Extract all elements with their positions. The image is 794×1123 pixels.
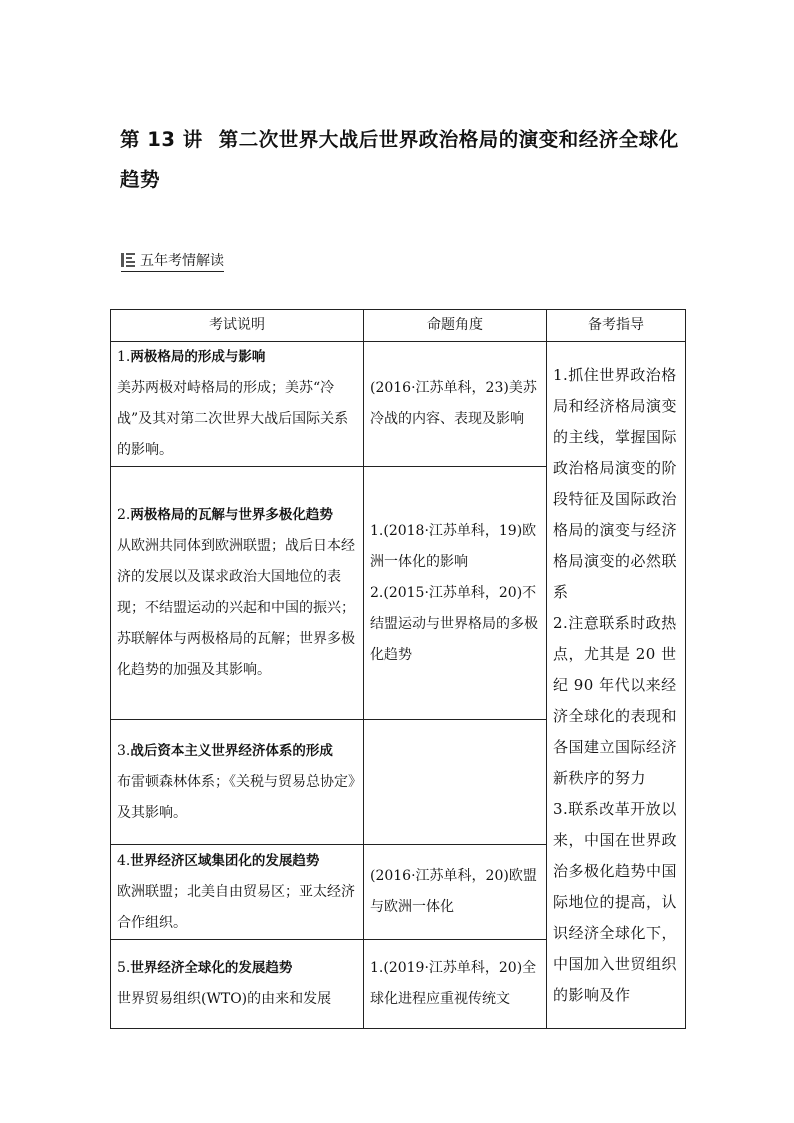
exam-item-4 — [111, 845, 364, 940]
question-angle-4: (2016·江苏单科，20)欧盟与欧洲一体化 — [364, 845, 547, 940]
page-title — [120, 120, 690, 200]
item-title: 两极格局的瓦解与世界多极化趋势 — [130, 507, 333, 523]
item-description: 从欧洲共同体到欧洲联盟；战后日本经济的发展以及谋求政治大国地位的表现；不结盟运动的兴起和中国的振兴；苏联解体与两极格局的瓦解；世界多极化趋势的加强及其影响。 — [117, 538, 355, 678]
exam-item-1 — [111, 342, 364, 467]
table-row — [111, 342, 686, 467]
question-angle-2: 1.(2018·江苏单科，19)欧洲一体化的影响 2.(2015·江苏单科，20)不结盟运动与世界格局的多极化趋势 — [364, 467, 547, 720]
question-angle-5: 1.(2019·江苏单科，20)全球化进程应重视传统文 — [364, 940, 547, 1029]
header-prep-guidance: 备考指导 — [547, 310, 686, 342]
header-question-angle: 命题角度 — [364, 310, 547, 342]
section-heading — [121, 250, 224, 272]
item-title: 两极格局的形成与影响 — [130, 349, 266, 365]
list-icon — [121, 253, 135, 267]
item-number: 3. — [117, 742, 131, 759]
item-description: 布雷顿森林体系；《关税与贸易总协定》及其影响。 — [117, 773, 355, 821]
section-label: 五年考情解读 — [140, 252, 224, 269]
item-number: 5. — [117, 960, 131, 976]
header-exam-description: 考试说明 — [111, 310, 364, 342]
prep-guidance: 1.抓住世界政治格局和经济格局演变的主线，掌握国际政治格局演变的阶段特征及国际政治格局的演变与经济格局演变的必然联系 2.注意联系时政热点，尤其是 20 世纪 90 年代以来经济全球化的表现和各国建立国际经济新秩序的努力 3.联系改革开放以来，中国在世界政治多极化趋势中国际地位的提高，认识经济全球化下，中国加入世贸组织的影响及作 — [547, 342, 686, 1029]
exam-analysis-table — [110, 309, 686, 1029]
question-angle-1: (2016·江苏单科，23)美苏冷战的内容、表现及影响 — [364, 342, 547, 467]
item-number: 2. — [117, 507, 131, 523]
exam-item-5 — [111, 940, 364, 1029]
exam-item-3 — [111, 720, 364, 845]
lecture-title: 第二次世界大战后世界政治格局的演变和经济全球化趋势 — [120, 128, 679, 191]
item-number: 4. — [117, 852, 131, 869]
item-title: 战后资本主义世界经济体系的形成 — [130, 742, 333, 759]
item-description: 美苏两极对峙格局的形成；美苏“冷战”及其对第二次世界大战后国际关系的影响。 — [117, 380, 349, 458]
item-description: 世界贸易组织(WTO)的由来和发展 — [117, 991, 332, 1007]
item-description: 欧洲联盟；北美自由贸易区；亚太经济合作组织。 — [117, 883, 355, 931]
lecture-number: 第 13 讲 — [120, 128, 203, 151]
item-number: 1. — [117, 349, 131, 365]
exam-item-2 — [111, 467, 364, 720]
question-angle-3 — [364, 720, 547, 845]
item-title: 世界经济区域集团化的发展趋势 — [130, 852, 320, 869]
table-header-row — [111, 310, 686, 342]
item-title: 世界经济全球化的发展趋势 — [130, 960, 293, 976]
